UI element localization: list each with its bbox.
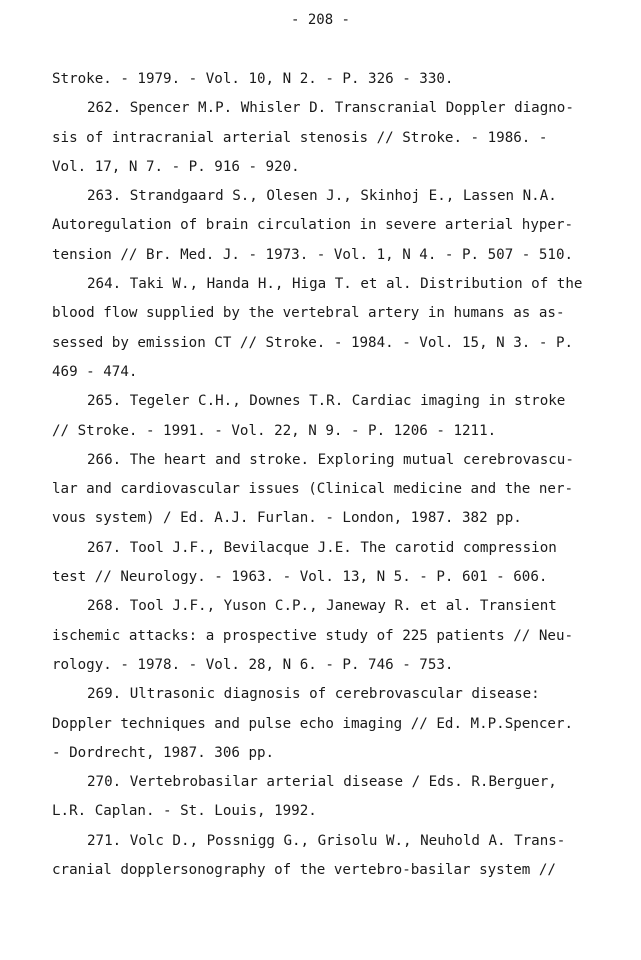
- reference-line: 264. Taki W., Handa H., Higa T. et al. Distribution of the: [87, 276, 583, 293]
- reference-line: cranial dopplersonography of the vertebro-basilar system //: [52, 862, 556, 879]
- reference-line: sessed by emission CT // Stroke. - 1984. - Vol. 15, N 3. - P.: [52, 334, 574, 351]
- reference-line: lar and cardiovascular issues (Clinical medicine and the ner-: [52, 481, 574, 498]
- reference-line: 269. Ultrasonic diagnosis of cerebrovascular disease:: [87, 686, 540, 703]
- reference-line: Stroke. - 1979. - Vol. 10, N 2. - P. 326 - 330.: [52, 71, 454, 87]
- reference-line: blood flow supplied by the vertebral artery in humans as as-: [52, 305, 565, 322]
- reference-line: test // Neurology. - 1963. - Vol. 13, N 5. - P. 601 - 606.: [52, 569, 548, 586]
- reference-line: - Dordrecht, 1987. 306 pp.: [52, 744, 275, 761]
- reference-line: rology. - 1978. - Vol. 28, N 6. - P. 746 - 753.: [52, 656, 454, 673]
- reference-line: 266. The heart and stroke. Exploring mutual cerebrovascu-: [87, 451, 574, 468]
- page-number: - 208 -: [290, 12, 350, 28]
- reference-list: [52, 65, 597, 885]
- reference-line: Autoregulation of brain circulation in severe arterial hyper-: [52, 217, 574, 234]
- reference-line: Doppler techniques and pulse echo imaging // Ed. M.P.Spencer.: [52, 715, 574, 732]
- reference-line: 469 - 474.: [52, 363, 138, 380]
- reference-line: 268. Tool J.F., Yuson C.P., Janeway R. et al. Transient: [87, 598, 557, 615]
- reference-line: 265. Tegeler C.H., Downes T.R. Cardiac imaging in stroke: [87, 393, 566, 410]
- reference-line: tension // Br. Med. J. - 1973. - Vol. 1, N 4. - P. 507 - 510.: [52, 246, 574, 263]
- reference-line: Vol. 17, N 7. - P. 916 - 920.: [52, 158, 300, 175]
- reference-line: 262. Spencer M.P. Whisler D. Transcranial Doppler diagno-: [87, 100, 574, 117]
- reference-line: 270. Vertebrobasilar arterial disease / Eds. R.Berguer,: [87, 774, 557, 791]
- reference-line: ischemic attacks: a prospective study of 225 patients // Neu-: [52, 627, 574, 644]
- reference-line: 271. Volc D., Possnigg G., Grisolu W., Neuhold A. Trans-: [87, 832, 566, 849]
- reference-line: 267. Tool J.F., Bevilacque J.E. The carotid compression: [87, 539, 557, 556]
- reference-line: vous system) / Ed. A.J. Furlan. - London, 1987. 382 pp.: [52, 510, 522, 527]
- reference-line: sis of intracranial arterial stenosis // Stroke. - 1986. -: [52, 129, 548, 146]
- reference-line: L.R. Caplan. - St. Louis, 1992.: [52, 803, 317, 820]
- reference-line: // Stroke. - 1991. - Vol. 22, N 9. - P. 1206 - 1211.: [52, 422, 497, 439]
- reference-line: 263. Strandgaard S., Olesen J., Skinhoj E., Lassen N.A.: [87, 188, 557, 205]
